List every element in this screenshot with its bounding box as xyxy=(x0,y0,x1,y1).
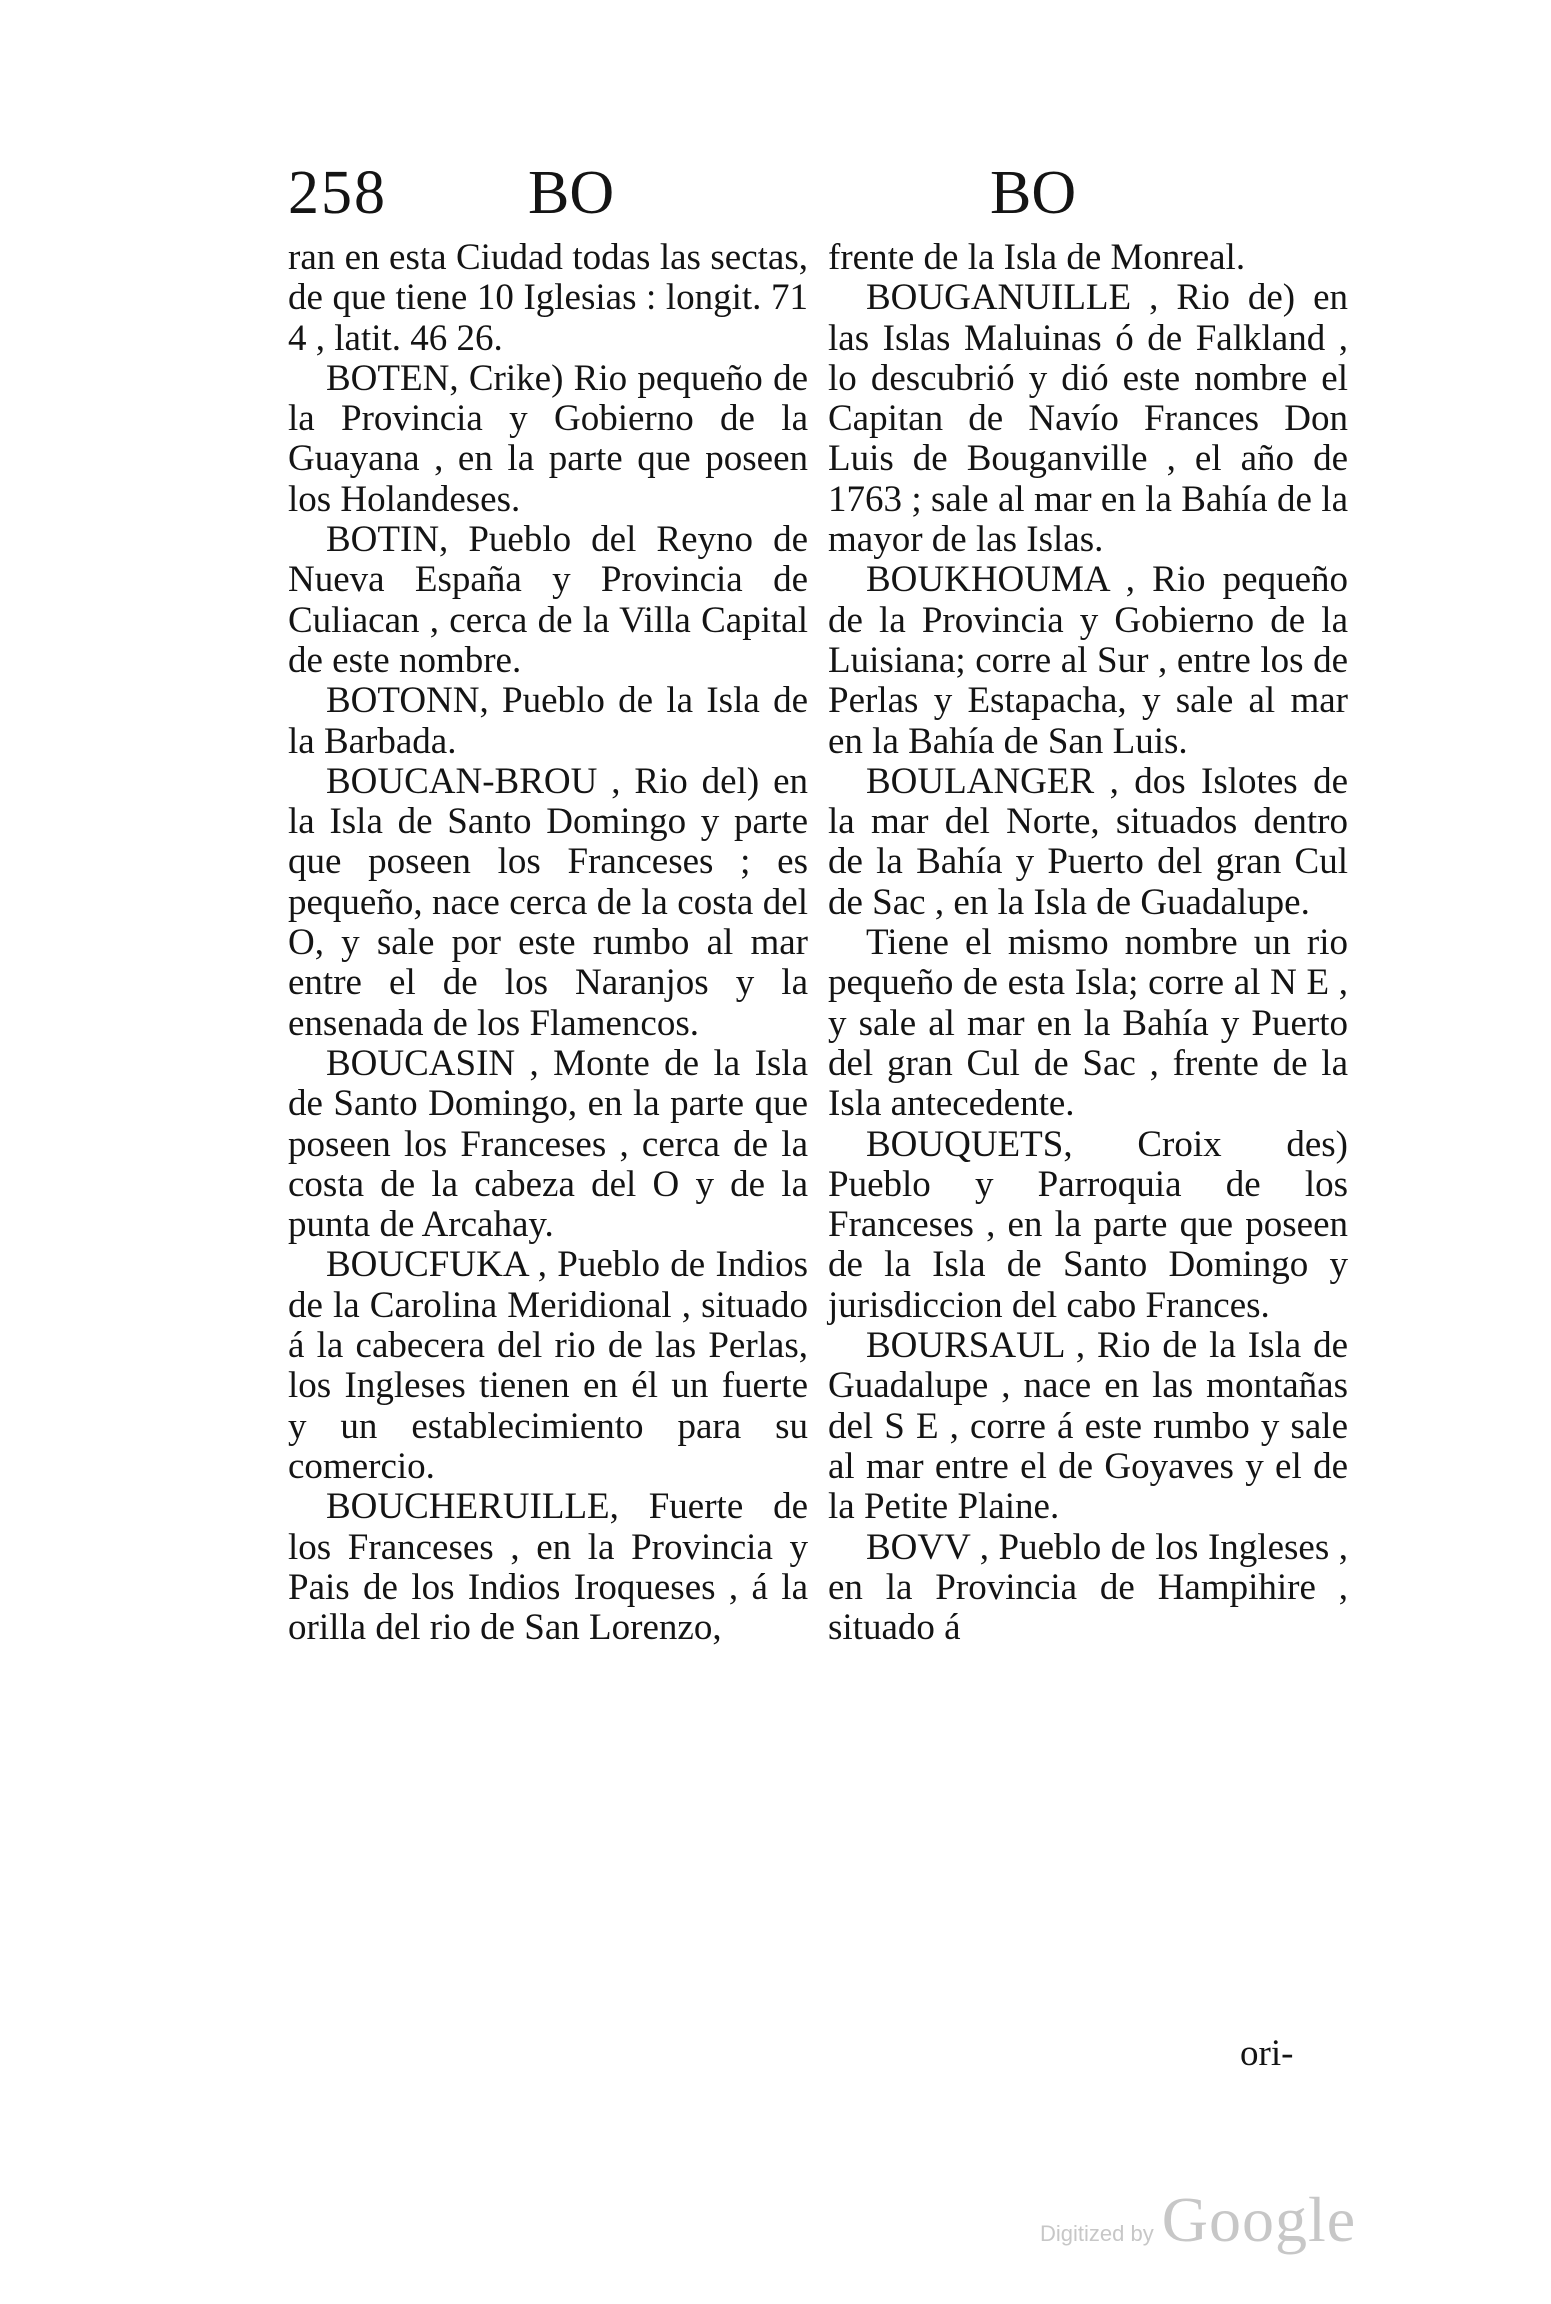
digitized-label: Digitized by xyxy=(1040,2221,1154,2246)
entry-boucasin: BOUCASIN , Monte de la Isla de Santo Domingo, en la parte que poseen los Franceses , cerca de la costa de la cabeza del O y de la punta de Arcahay. xyxy=(288,1042,808,1246)
entry-boucan-brou: BOUCAN-BROU , Rio del) en la Isla de Santo Domingo y parte que poseen los Franceses ; es pequeño, nace cerca de la costa del O, y sale por este rumbo al mar entre el de los Naranjos y la ensenada de los Flamencos. xyxy=(288,760,808,1044)
entry-continuation-right: frente de la Isla de Monreal. xyxy=(828,237,1246,278)
left-column xyxy=(288,238,808,1648)
google-logo: Google xyxy=(1161,2184,1357,2255)
entry-bouquets: BOUQUETS, Croix des) Pueblo y Parroquia de los Franceses , en la parte que poseen de la Isla de Santo Domingo y jurisdiccion del cabo Frances. xyxy=(828,1123,1348,1326)
catchword: ori- xyxy=(1240,2033,1294,2074)
entry-boten: BOTEN, Crike) Rio pequeño de la Provincia y Gobierno de la Guayana , en la parte que poseen los Holandeses. xyxy=(288,357,808,520)
page-number: 258 xyxy=(288,159,387,227)
entry-boursaul: BOURSAUL , Rio de la Isla de Guadalupe , nace en las montañas del S E , corre á este rumbo y sale al mar entre el de Goyaves y el de la Petite Plaine. xyxy=(828,1325,1348,1528)
entry-boulanger: BOULANGER , dos Islotes de la mar del Norte, situados dentro de la Bahía y Puerto del gran Cul de Sac , en la Isla de Guadalupe. xyxy=(828,760,1348,923)
right-column xyxy=(828,238,1348,1648)
running-head-left: BO xyxy=(528,159,615,227)
entry-botonn: BOTONN, Pueblo de la Isla de la Barbada. xyxy=(288,680,808,762)
running-head-right: BO xyxy=(990,159,1077,227)
entry-bovv: BOVV , Pueblo de los Ingleses , en la Provincia de Hampihire , situado á xyxy=(828,1526,1348,1649)
digitized-watermark xyxy=(1040,2183,1356,2257)
entry-boucfuka: BOUCFUKA , Pueblo de Indios de la Carolina Meridional , situado á la cabecera del rio de las Perlas, los Ingleses tienen en él un fuerte y un establecimiento para su comercio. xyxy=(288,1244,808,1487)
entry-boulanger-river: Tiene el mismo nombre un rio pequeño de esta Isla; corre al N E , y sale al mar en la Bahía y Puerto del gran Cul de Sac , frente de la Isla antecedente. xyxy=(828,922,1348,1125)
entry-continuation: ran en esta Ciudad todas las sectas, de que tiene 10 Iglesias : longit. 71 4 , latit. 46 26. xyxy=(288,237,808,359)
entry-boukhouma: BOUKHOUMA , Rio pequeño de la Provincia y Gobierno de la Luisiana; corre al Sur , entre los de Perlas y Estapacha, y sale al mar en la Bahía de San Luis. xyxy=(828,559,1348,762)
entry-botin: BOTIN, Pueblo del Reyno de Nueva España y Provincia de Culiacan , cerca de la Villa Capital de este nombre. xyxy=(288,519,808,681)
entry-boucheruille: BOUCHERUILLE, Fuerte de los Franceses , en la Provincia y Pais de los Indios Iroqueses , á la orilla del rio de San Lorenzo, xyxy=(288,1486,808,1649)
entry-bouganuille: BOUGANUILLE , Rio de) en las Islas Maluinas ó de Falkland , lo descubrió y dió este nombre el Capitan de Navío Frances Don Luis de Bouganville , el año de 1763 ; sale al mar en la Bahía de la mayor de las Islas. xyxy=(828,277,1348,561)
